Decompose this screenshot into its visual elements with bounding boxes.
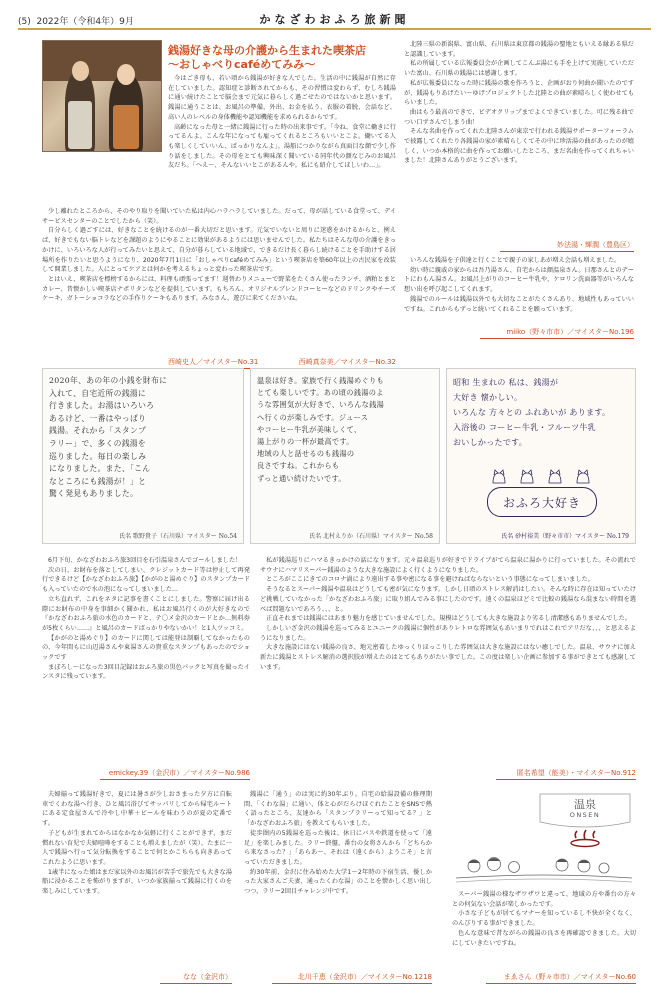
article3-para-1: 6月下旬、かなざわおふろ旅3回目を石引温泉さんでゴールしました！	[48, 557, 242, 564]
article1-para-4: 自分らしく過ごすには、好きなことを続けるのが一番大切だと思います。元気でいないと周りに迷惑をかけるからと、例えば、好きでもない脳トレなどを課題のようにやることに効果があるようには思いませんでした。私たちはそんな母の介護をきっかけに、いろいろな人が行ってみたいと思えて、自分が暮らしている地域で、できるだけ長く暮らし続けることを手助けする居場所を作りたいと思うようになり、2020年7月1日に「おしゃべりcaféめてみみ」という喫茶店を築60年以上の古民家を改装して開業しました。人にとってケアとは何かを考えるちょっと変わった喫茶店です。	[42, 227, 396, 274]
article3-body	[42, 556, 250, 682]
article6-para-2: 徒歩圏内の5銭湯を巡った後は、休日にバスや鉄道を使って「遠足」を楽しみました。ラリー終盤、番台の女将さんから「どちらから来なさった？」「あらあ〜、それは（遠くから）ようこそ」と言っていただきました。	[244, 829, 432, 866]
article6-body	[244, 790, 432, 897]
cafe-owners-photo	[42, 40, 162, 152]
article3-para-3: 立ち直れず、これをネタに記事を書くことにしました。警察に届け出る際にお財布の中身を事細かく聞かれ、私はお風呂行くのが大好きなので『かなざわおふろ旅の水色のカードと、テ〇メ金沢のカードとか…無料券が5枚くらい……』と風呂のカードばっかりやないかい！と1人ツッコミ。	[42, 595, 250, 632]
ofuro-banner	[487, 487, 597, 517]
article1-body-bottom	[42, 207, 396, 304]
article5-para-1: 夫婦揃って銭湯好きで、夏には暑さが少しおさまった夕方に自転車でくわな湯へ行き、ひと風呂浴びてサッパリしてから帰宅ルートにある定食屋さんで冷やし中華＋ビールを味わうのが夏の定番です。	[42, 791, 232, 828]
article6-para-3: 約30年前、金沢に住み始めた大学1〜2年時の下宿生活、優しかった大家さんご夫妻、通ったくわな湯」のことを懐かしく思い出しつつ、ラリー2回目チャレンジ中です。	[244, 868, 432, 896]
article2b-para-2: 幼い時に親戚の家からは吾乃湯さん、自宅からは顔温泉さん。日那さんとのデートにわもん湯さん。お風呂上がりのコーヒー牛乳や、ケロリン洗面器等がいろんな想い出を呼び起こしてくれます。	[404, 266, 634, 294]
onsen-sign-kanji: 温泉	[574, 798, 596, 811]
article1-para-3: 少し離れたところから、そのやり取りを聞いていた私は内心ハラハラしていました。だって、母が話している食堂って、デイサービスセンターのことでしたから（笑）。	[42, 208, 396, 225]
header-divider	[18, 28, 651, 30]
article1-signature-2: 西崎真奈美／マイスターNo.32	[299, 357, 396, 369]
article2b-para-1: いろんな銭湯を子供達と行くことで親子の家しあが増え会話も増えました。	[410, 257, 621, 264]
handwritten-card-3	[446, 368, 636, 544]
page-number: (5) 2022年（令和4年）9月	[18, 17, 134, 27]
handwritten-sig-2: 氏名 北村えりか（石川県）マイスター No.58	[309, 533, 433, 540]
article7-signature: まゑさん（野々市市）／マイスターNo.60	[486, 972, 636, 984]
article1-para-1: 今はごき母も、若い頃から銭湯が好きな人でした。生活の中に銭湯が自然に存在していました。認知症と診断されてからも、その習慣は変わらず、むしろ銭湯に通い続けたことで脳会まで元気に暮らしく過ごせたのではないかと思います。銭湯に通うことは、お風呂の準備、外出、お金を払う、衣服の着脱、会話など、高い人のレベルの身体機能や認知機能を求められるからです。	[168, 75, 396, 121]
article2-body-2	[404, 256, 634, 314]
article2-signature: 妙法湯・輝潤（豊島区）	[500, 240, 634, 252]
article2-signature-2: miiko（野々市市）／マイスターNo.196	[480, 327, 634, 339]
article1-subtitle: 〜おしゃべりcaféめてみみ〜	[168, 58, 316, 71]
article4-para-4: 正直それまでは銭湯にはあまり魅力を感じていませんでした。規模はどうしても大きな施設より劣るし清潔感もありませんでした。	[266, 615, 632, 623]
handwritten-sig-3: 氏名 砂村裕美（野々市市）マイスター No.179	[501, 533, 629, 540]
article5-signature: なな（金沢市）	[160, 972, 232, 984]
issue-date: 2022年（令和4年）9月	[36, 17, 134, 27]
article6-para-1: 銭湯に「通う」のは実に約30年ぶり。自宅の給湯設備の修理期間、「くわな湯」に通い、体と心がだらけほぐれたことをSNSで熱く語ったところ、友達から「スタンプラリーって知ってる？」と「かなざわおふろ旅」を教えてもらいました。	[244, 791, 432, 828]
article2-para-2: 私の所属している広報委員会が企画してこんぶ湯にも手を上げて実施していただいた富山、石川県の銭湯には感謝します。	[404, 60, 634, 78]
article5-body	[42, 790, 232, 897]
article7-para-2: 小さな子どもが居てもマナーを知っているし不快が全くなく、のんびりする事ができました。	[452, 910, 636, 928]
article2-para-1: 北陸三県の新潟県、富山県、石川県は東京都の銭湯の聖地ともいえる縁ある県だと認識しています。	[404, 41, 634, 58]
face-left	[72, 61, 89, 81]
article3-para-5: まぼろし〜になった3回目記録はおふろ旅の黒色パックと写真を撮ったインスタに残っています。	[42, 663, 250, 681]
article2-para-3: 私が広報委員になった時に銭湯の歌を作ろうと、企画がおり何曲か聞いたのですが、銭湯もりあげたい〜ゆげプロジェクトした北陸との曲が素晴らしく使わせてもらいました。	[404, 79, 634, 107]
article4-para-6: 大きな施設にはない銭湯の良さ、地元密着したゆっくりほっこりした雰囲気は大きな施設にはない癒しでした。温泉、サウナに加え新たに銭湯とストレス解消の選択肢が増えたのはとてもありがたい事でした。この度は楽しい企画に参加する事ができとても感謝しています。	[260, 644, 636, 671]
ofuro-banner-text: おふろ大好き	[502, 495, 581, 510]
article5-para-2: 子どもが生まれてからはなかなか気軽に行くことができず、まだ慣れない育児で夫婦喧嘩をすることも増えましたが（笑）、たまに一人で銭湯へ行って気分転換をすることで何とかこちらも向きあってこれたように思います。	[42, 829, 232, 866]
bathing-people-drawing	[452, 856, 636, 886]
apron-left	[68, 101, 92, 149]
cat-illustration	[487, 467, 597, 485]
handwritten-sig-1: 氏名 歌野貴子（石川県）マイスター No.54	[119, 533, 237, 540]
bathing-family-illustration	[452, 856, 636, 886]
article2-para-5: そんな名曲を作ってくれた北陸さんが東京で行われる銭湯サポーターフォーラムで披露してくれたり各銭湯の家が素晴らしくてその中に珍活湯の曲があったのが嬉しく、いつか本格的に曲を作ってお願いしたところ、まだ名曲を作ってくれちゃいました！北陸さんありがとうございます。	[404, 128, 634, 165]
cats-drawing	[487, 467, 597, 485]
handwritten-card-1	[42, 368, 244, 544]
article1-para-2: 高齢になった母と一緒に銭湯に行った時の出来事です。「今ね、食堂に働きに行ってるんよ。こんな年になっても雇ってくれるところもいいとこよ。働いてる人も楽しくしていいん、ばっかりなんよ」。湯船につかりながら真面目な顔で少し作り話をしました。その母をとても興味深く聞いている同年代の顔なじみのお風呂友だち。「へえ〜、そんないいとこがあるんや。私にも紹介してほしいわ…」。	[168, 123, 396, 170]
article5-para-3: 1歳半になった娘はまだ家以外のお風呂が苦手で旅先でも大きな湯船に浸かることを怖がりますが、いつか家族揃って銭湯に行くのを楽しみにしています。	[42, 868, 232, 896]
article3-signature: emickey.39（金沢市）／マイスターNo.986	[100, 768, 250, 780]
wall-panel	[43, 41, 161, 81]
article1-signature-1: 西崎史人／マイスターNo.31	[168, 357, 258, 369]
onsen-sign-roman: ONSEN	[569, 811, 601, 819]
article2b-para-3: 銭湯でのルールは銭湯以外でも大切なことがたくさんあり、地域性もあっていいですね。これからもずっと続いてくれることを願っています。	[404, 295, 634, 313]
article4-body	[260, 556, 636, 672]
article7-para-3: 色んな意味で昔ながらの銭湯の良さを再確認できました。大切にしていきたいですね。	[452, 929, 636, 947]
article6-signature: 北川千恵（金沢市）／マイスターNo.1218	[272, 972, 432, 984]
article7-para-1: スーパー銭湯の様なザワザワと違って、地域の方や番台の方々との何気ない会話が楽しかったです。	[452, 891, 636, 908]
article1-title-line1: 銭湯好きな母の介護から生まれた喫茶店	[168, 44, 366, 57]
handwritten-text-3: 昭和 生まれの 私は、銭湯が 大好き 懐かしい。 いろんな 方々との ふれあいが あります。 入浴後の コーヒー牛乳・フルーツ牛乳 おいしかったです。	[453, 378, 611, 447]
article1-title	[168, 44, 398, 72]
article3-para-2: 次の日、お財布を落としてしまい、クレジットカード等は停止して再発行できるけど【かなざわおふろ旅】【かがのと湯めぐり】のスタンプカードも入っていたので水の泡になってしまいました…	[42, 566, 250, 594]
face-right	[117, 64, 135, 85]
handwritten-text-2: 温泉は好き。家族で行く銭湯めぐりも とても楽しいです。あの頃の銭湯のよ うな雰囲気が大好きで、いろんな銭湯 へ行くのが楽しみです。ジュース やコーヒー牛乳が美味しくて、 湯上がりの一杯が最高です。 地域の人と話せるのも銭湯の 良さですね。これからも ずっと通い続けたいです。	[257, 376, 385, 483]
article4-para-2: ところがここにきてのコロナ渦により遠出する事や密になる事を避けねばならないという事態になってしまいました。	[266, 576, 594, 584]
onsen-illustration	[534, 792, 636, 848]
newspaper-title: かなざわおふろ旅新聞	[259, 13, 410, 26]
handwritten-text-1: 2020年、あの年の小銭を財布に 入れて、自宅近所の銭湯に 行きました。お湯はいろいろ あるけど、一番はやっぱり 銭湯。それから「スタンプ ラリー」で、多くの銭湯を 巡りました。毎日の楽しみ になりました。また、「こん なところにも銭湯が！」と 驚く発見もありました。	[49, 376, 168, 499]
article3-para-4: 【かがのと湯めぐり】のカードに関しては能登は制覇してなかったものの、今年間もに山辺湯さんや東湯さんの貴重なスタンプもあったのでショックです	[42, 634, 250, 662]
apron-right	[113, 105, 139, 149]
article2-para-4: 曲はもう最高のできで、ビデオクリップまでよくできていました。可に残る曲でつい口ずさんでしまう曲！	[404, 108, 634, 126]
article4-para-3: そうなるとスーパー銭湯や温泉はどうしても密が気になります。しかし日頃のストレス解消はしたい。そんな時に存在は知っていたけど挑戦していなかった「かなざわおふろ旅」に取り組んでみる事にしたのです。遠くの温泉ほどミで比較の銭湯なら混まない時間を選べば問題ないであろう、、、と。	[260, 586, 636, 613]
article7-body	[452, 890, 636, 948]
article4-signature: 匿名希望（能美）・マイスターNo.912	[496, 768, 636, 780]
article2-body	[404, 40, 634, 166]
handwritten-card-2	[250, 368, 440, 544]
article4-para-5: しかしいざ金沢の銭湯を巡ってみるとユニークの銭湯に個性がありレトロな雰囲気もあいまりでれはこれでアリだな、、、と思えるようになりました。	[260, 624, 636, 642]
article4-para-1: 私が銭湯巡りにハマるきっかけの話になります。元々温泉巡りが好きでドライブがてら温泉に湯かりに行っていました。その流れでサウナにハマリスーパー銭湯のような大きな施設によく行くようになりました。	[260, 557, 636, 574]
article1-para-5: とはいえ、喫茶店を標榜するからには、料理も頑張ってます！週替わりメニューで野菜をたくさん使ったランチ、酒粕とまとカレー、昔懐かしい喫茶店ナポリタンなどを提供しています。もちろん、オリジナルブレンドコーヒーなどのドリンクやチーズケーキ、ガトーショコラなどの手作りケーキもあります。みなさん、遊びに来てくださいね。	[42, 275, 396, 303]
article1-body-top	[168, 74, 396, 171]
